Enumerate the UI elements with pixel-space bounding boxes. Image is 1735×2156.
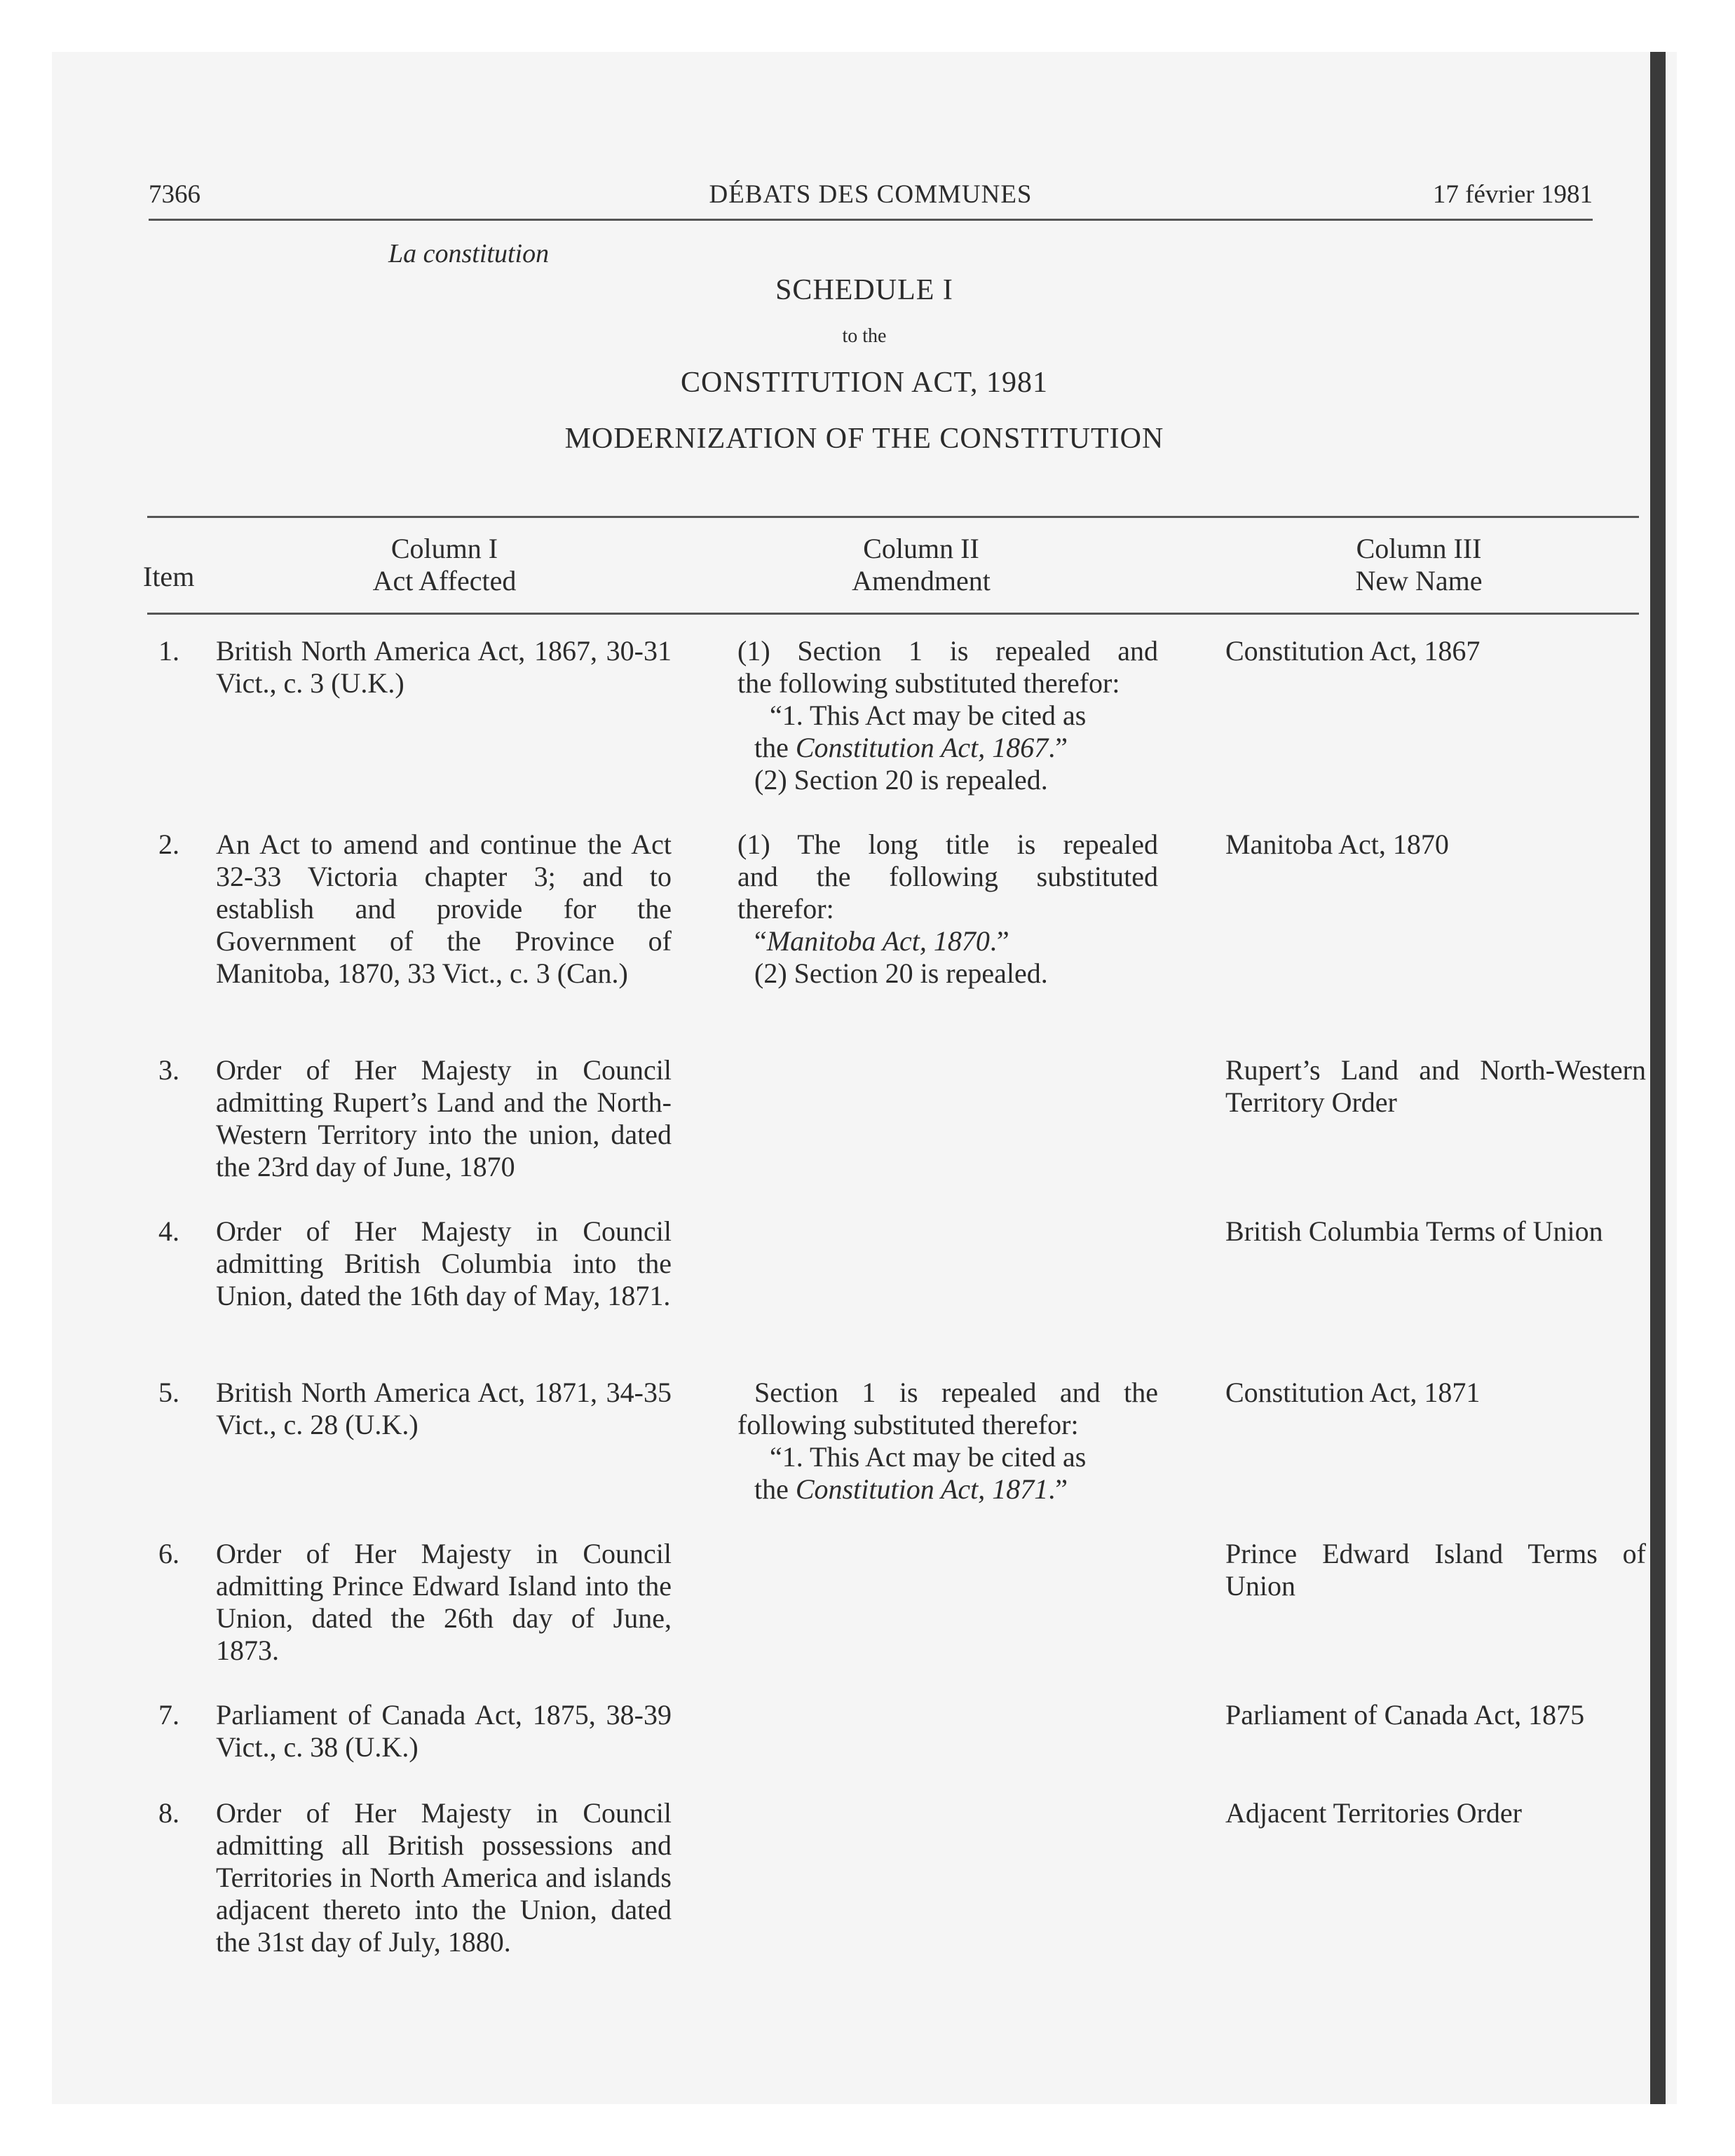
page-number: 7366: [149, 180, 200, 209]
row-act-affected: Order of Her Majesty in Council admitting Rupert’s Land and the North-Western Territory into the union, dated the 23rd day of June, 1870: [216, 1054, 672, 1182]
row-amendment: [737, 1377, 1158, 1506]
amendment-line: and the following substituted: [737, 861, 1158, 892]
amendment-line: therefor:: [737, 893, 834, 925]
schedule-title: SCHEDULE I: [775, 274, 953, 306]
page-header: [149, 179, 1593, 221]
scan-edge-shadow: [1650, 52, 1666, 2104]
amendment-line: (1) Section 1 is repealed and: [737, 635, 1158, 667]
act-citation: Constitution Act, 1871: [795, 1473, 1049, 1505]
row-new-name: Constitution Act, 1867: [1225, 635, 1481, 667]
row-new-name: Parliament of Canada Act, 1875: [1225, 1699, 1585, 1731]
schedule-subtitle: MODERNIZATION OF THE CONSTITUTION: [564, 423, 1164, 455]
row-act-affected: Parliament of Canada Act, 1875, 38-39 Vict., c. 38 (U.K.): [216, 1699, 672, 1763]
amendment-line: the following substituted therefor:: [737, 667, 1120, 699]
column-1-subtitle: Act Affected: [372, 565, 517, 596]
act-citation: Constitution Act, 1867: [795, 732, 1049, 763]
row-new-name: Constitution Act, 1871: [1225, 1377, 1481, 1408]
column-1-title: Column I: [390, 533, 498, 564]
amendment-line: “Manitoba Act, 1870.”: [754, 925, 1009, 957]
column-header-item: Item: [143, 561, 195, 592]
row-item-number: 2.: [158, 828, 179, 860]
row-act-affected: British North America Act, 1867, 30-31 Vict., c. 3 (U.K.): [216, 635, 672, 699]
row-new-name: British Columbia Terms of Union: [1225, 1215, 1603, 1247]
amendment-line: (2) Section 20 is repealed.: [754, 764, 1048, 796]
row-act-affected: Order of Her Majesty in Council admitting British Columbia into the Union, dated the 16th day of May, 1871.: [216, 1215, 672, 1311]
journal-title: DÉBATS DES COMMUNES: [709, 180, 1033, 209]
row-item-number: 7.: [158, 1699, 179, 1731]
amendment-line: “1. This Act may be cited as: [770, 1441, 1087, 1473]
row-new-name: Rupert’s Land and North-Western Territory Order: [1225, 1054, 1646, 1118]
row-act-affected: British North America Act, 1871, 34-35 Vict., c. 28 (U.K.): [216, 1377, 672, 1440]
row-item-number: 8.: [158, 1797, 179, 1829]
amendment-line: the Constitution Act, 1871.”: [754, 1473, 1068, 1505]
row-amendment: [737, 828, 1158, 990]
row-act-affected: An Act to amend and continue the Act 32-33 Victoria chapter 3; and to establish and provide for the Government of the Province of Manitoba, 1870, 33 Vict., c. 3 (Can.): [216, 828, 672, 989]
amendment-line: Section 1 is repealed and the: [754, 1377, 1158, 1408]
amendment-line: “1. This Act may be cited as: [770, 700, 1087, 731]
page: [52, 52, 1677, 2104]
row-new-name: Adjacent Territories Order: [1225, 1797, 1522, 1829]
row-act-affected: Order of Her Majesty in Council admitting all British possessions and Territories in North America and islands adjacent thereto into the Union, dated the 31st day of July, 1880.: [216, 1797, 672, 1958]
amendment-line: (1) The long title is repealed: [737, 828, 1158, 860]
column-header-1: [283, 533, 606, 597]
row-new-name: Manitoba Act, 1870: [1225, 828, 1449, 860]
row-new-name: Prince Edward Island Terms of Union: [1225, 1538, 1646, 1602]
row-item-number: 4.: [158, 1215, 179, 1247]
row-item-number: 6.: [158, 1538, 179, 1569]
column-header-3: [1223, 533, 1615, 597]
act-citation: Manitoba Act, 1870: [766, 925, 990, 957]
row-act-affected: Order of Her Majesty in Council admitting Prince Edward Island into the Union, dated the 26th day of June, 1873.: [216, 1538, 672, 1666]
page-date: 17 février 1981: [1432, 180, 1593, 209]
amendment-line: (2) Section 20 is repealed.: [754, 957, 1048, 989]
table-top-rule: [147, 516, 1639, 518]
column-2-title: Column II: [863, 533, 979, 564]
column-3-subtitle: New Name: [1355, 565, 1483, 596]
column-2-subtitle: Amendment: [852, 565, 991, 596]
schedule-act: CONSTITUTION ACT, 1981: [680, 367, 1049, 399]
amendment-line: following substituted therefor:: [737, 1409, 1079, 1440]
row-amendment: [737, 635, 1158, 796]
column-header-2: [725, 533, 1117, 597]
row-item-number: 5.: [158, 1377, 179, 1408]
column-3-title: Column III: [1356, 533, 1482, 564]
table-header-rule: [147, 613, 1639, 615]
section-subheading: La constitution: [388, 239, 550, 268]
row-item-number: 1.: [158, 635, 179, 667]
row-item-number: 3.: [158, 1054, 179, 1086]
schedule-to-the: to the: [842, 325, 887, 347]
amendment-line: the Constitution Act, 1867.”: [754, 732, 1068, 763]
